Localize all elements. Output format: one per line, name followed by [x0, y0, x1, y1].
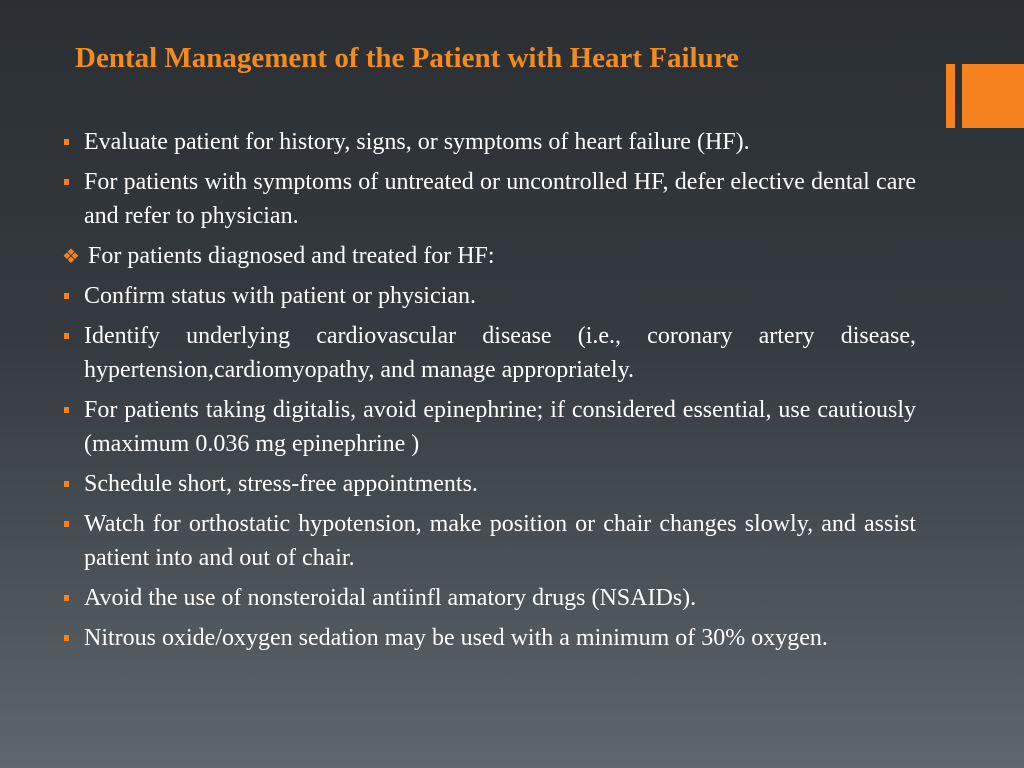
square-bullet-icon	[64, 139, 69, 145]
bullet-text: Avoid the use of nonsteroidal antiinfl amatory drugs (NSAIDs).	[84, 585, 697, 611]
bullet-item	[60, 125, 916, 159]
slide-title: Dental Management of the Patient with Heart Failure	[75, 42, 739, 74]
bullet-item	[60, 393, 916, 461]
square-bullet-icon	[64, 481, 69, 487]
bullet-list	[60, 125, 916, 661]
bullet-item	[60, 621, 916, 655]
square-bullet-icon	[64, 407, 69, 413]
bullet-text: Watch for orthostatic hypotension, make position or chair changes slowly, and assist patient into and out of chair.	[84, 511, 916, 571]
bullet-item	[60, 467, 916, 501]
bullet-text: For patients taking digitalis, avoid epinephrine; if considered essential, use cautiously (maximum 0.036 mg epinephrine )	[84, 397, 916, 457]
bullet-text: Identify underlying cardiovascular disease (i.e., coronary artery disease, hypertension,cardiomyopathy, and manage appropriately.	[84, 323, 916, 383]
bullet-item	[60, 581, 916, 615]
bullet-text: Nitrous oxide/oxygen sedation may be used with a minimum of 30% oxygen.	[84, 625, 828, 651]
diamond-bullet-icon: ❖	[62, 244, 80, 268]
bullet-item	[60, 165, 916, 233]
square-bullet-icon	[64, 179, 69, 185]
bullet-text: Evaluate patient for history, signs, or symptoms of heart failure (HF).	[84, 129, 750, 155]
bullet-text: Schedule short, stress-free appointments.	[84, 471, 478, 497]
square-bullet-icon	[64, 635, 69, 641]
bullet-text: Confirm status with patient or physician.	[84, 283, 476, 309]
accent-bar-wide	[962, 64, 1024, 128]
square-bullet-icon	[64, 333, 69, 339]
bullet-item	[60, 279, 916, 313]
bullet-item-heading	[60, 239, 916, 273]
bullet-item	[60, 319, 916, 387]
bullet-text: For patients with symptoms of untreated or uncontrolled HF, defer elective dental care and refer to physician.	[84, 169, 916, 229]
accent-bar-thin	[946, 64, 955, 128]
square-bullet-icon	[64, 521, 69, 527]
bullet-text: For patients diagnosed and treated for HF:	[88, 243, 495, 269]
bullet-item	[60, 507, 916, 575]
square-bullet-icon	[64, 293, 69, 299]
square-bullet-icon	[64, 595, 69, 601]
